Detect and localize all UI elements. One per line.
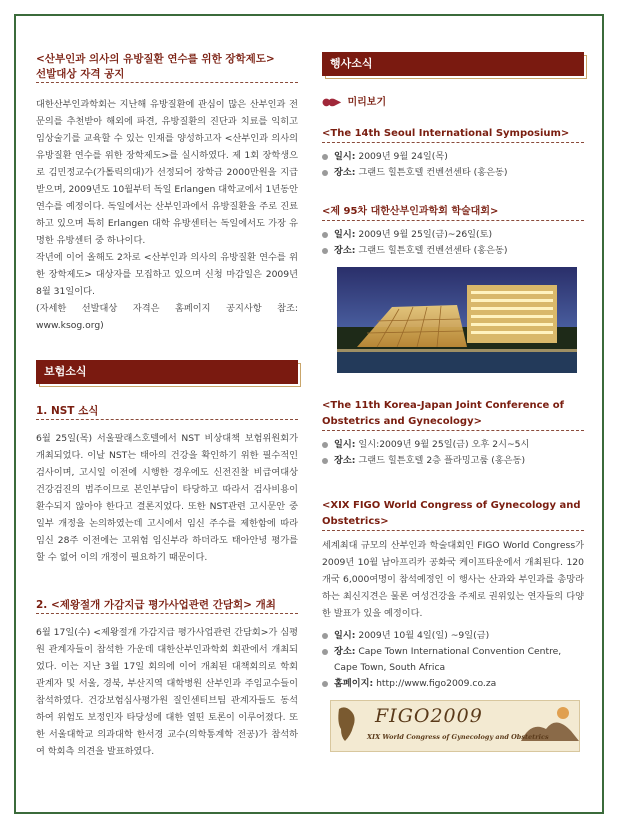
figo-paragraph: 세계최대 규모의 산부인과 학술대회인 FIGO World Congress가 2009년 10월 남아프리카 공화국 케이프타운에서 개최된다. 120개국 6,000여명이 참석예정인 이 행사는 산과와 부인과를 총망라하는 최신지견은 물론 여성건강을 주제로 권위있는 연자들의 다양한 발표가 있을 예정이다. [322,540,584,619]
figo-homepage-link[interactable]: http://www.figo2009.co.za [376,678,497,689]
event-title: <The 14th Seoul International Symposium> [322,126,584,143]
scholarship-paragraph: 작년에 이어 올해도 2차로 <산부인과 의사의 유방질환 연수를 위한 장학제도> 대상자를 모집하고 있으며 신청 마감일은 2009년 8월 31일이다. [36,252,298,297]
figo-logo-banner [330,700,580,752]
event-date-row: 일시: 2009년 9월 25일(금)~26일(토) [322,227,584,243]
event-news-bar [322,52,578,76]
bullet-icon [322,248,328,254]
bullet-icon [322,170,328,176]
hotel-photo-image [337,267,577,373]
preview-label: 미리보기 [347,97,387,108]
scholarship-title [36,52,298,83]
nst-paragraph: 6월 25일(목) 서울팔래스호텔에서 NST 비상대책 보험위원회가 개최되었다. 이날 NST는 태아의 건강을 확인하기 위한 필수적인 검사이며, 고시일 이전에 시행한 경우에도 신전진찰 비급여대상 건강검진의 범주이므로 본인부담이 타당하고 따라서 검사비용이 환수되지 않아야 한다고 결론지었다. 또한 NST관련 고시문안 중 일부 개정을 논의하였는데 고시에서 임신 주수를 제한함에 따라 임신 28주 이전에는 고위험 임신부라 하더라도 태아안녕 평가를 할 수 없어 이의 개정이 필요하기 때문이다. [36,433,298,563]
event-venue-row: 장소: 그랜드 힐튼호텔 2층 플라밍고룸 (홍은동) [322,453,584,469]
scholarship-paragraph: 대한산부인과학회는 지난해 유방질환에 관심이 많은 산부인과 전문의를 추천받아 해외에 파견, 유방질환의 진단과 치료를 익히고 임상술기를 교육할 수 있는 인재를 양성하고자 <산부인과 의사의 유방질환 연수를 위한 장학제도>를 실시하였다. 제 1회 장학생으로 김민정교수(가톨릭의대)가 선정되어 장학금 2000만원을 지급받으며, 2009년도 10월부터 독일 Erlangen 대학교에서 1년동안 연수를 예정이다. 독일에서는 산부인과에서 유방질환을 주로 진료하고 있으며 특히 Erlangen 대학 유방센터는 독일에서도 가장 유명한 유방센터 중 하나이다. [36,99,299,246]
scholarship-paragraph: (자세한 선발대상 자격은 홈페이지 공지사항 참조: www.ksog.org) [36,303,298,331]
event-date-row: 일시: 2009년 10월 4일(일) ~9일(금) [322,628,584,644]
event-date-row: 일시: 2009년 9월 24일(목) [322,149,584,165]
nst-title-text: 1. NST 소식 [36,405,99,417]
event-title: <The 11th Korea-Japan Joint Conference of Obstetrics and Gynecology> [322,398,584,431]
cesarean-title [36,598,298,614]
event-title: <XIX FIGO World Congress of Gynecology and Obstetrics> [322,498,584,531]
event-seoul-symposium [322,126,584,181]
cesarean-paragraph: 6월 17일(수) <제왕절개 가감지급 평가사업관련 간담회>가 심평원 관계자들이 참석한 가운데 대한산부인과학회 회관에서 개최되었다. 이는 지난 3월 17일 회의에 이어 개최된 대책회의로 학회 관계자 및 서울, 경북, 부산지역 대학병원 산부인과 주임교수들이 참석하였다. 건강보험심사평가원 질인센티브팀 관계자들도 동석하여 위험도 보정인자 타당성에 대한 열띤 토론이 이루어졌다. 또한 서울대학교 의과대학 한서경 교수(의학통계학 전공)가 참석하여 학회측 의견을 발표하였다. [36,627,298,757]
figo-logo-main: FIGO2009 [375,705,483,727]
scholarship-title-line1: <산부인과 의사의 유방질환 연수를 위한 장학제도> [36,53,275,65]
cesarean-title-text: 2. <제왕절개 가감지급 평가사업관련 간담회> 개최 [36,599,276,611]
event-figo-congress [322,498,584,692]
hotel-photo [337,267,577,373]
bullet-icon [322,458,328,464]
bullet-icon [322,649,328,655]
event-news-label: 행사소식 [330,57,373,70]
scholarship-title-line2: 선발대상 자격 공지 [36,68,125,80]
bullet-icon [322,633,328,639]
event-korea-japan [322,398,584,469]
event-venue-row: 장소: 그랜드 힐튼호텔 컨벤션센타 (홍은동) [322,165,584,181]
insurance-news-label: 보험소식 [44,365,87,378]
bullet-icon [322,442,328,448]
event-title: <제 95차 대한산부인과학회 학술대회> [322,204,584,221]
bullet-icon [322,681,328,687]
event-homepage-row: 홈페이지: http://www.figo2009.co.za [322,676,584,692]
preview-heading [322,93,386,108]
figo-logo-sub: XIX World Congress of Gynecology and Obstetrics [367,733,549,741]
event-date-row: 일시: 일시:2009년 9월 25일(금) 오후 2시~5시 [322,437,584,453]
preview-arrows-icon: ●●▶ [322,97,339,108]
event-venue-row: 장소: 그랜드 힐튼호텔 컨벤션센타 (홍은동) [322,243,584,259]
insurance-news-bar [36,360,292,384]
event-ksog-congress [322,204,584,259]
event-venue-row: 장소: Cape Town International Convention Centre, Cape Town, South Africa [322,644,584,676]
bullet-icon [322,232,328,238]
bullet-icon [322,154,328,160]
nst-title [36,404,298,420]
